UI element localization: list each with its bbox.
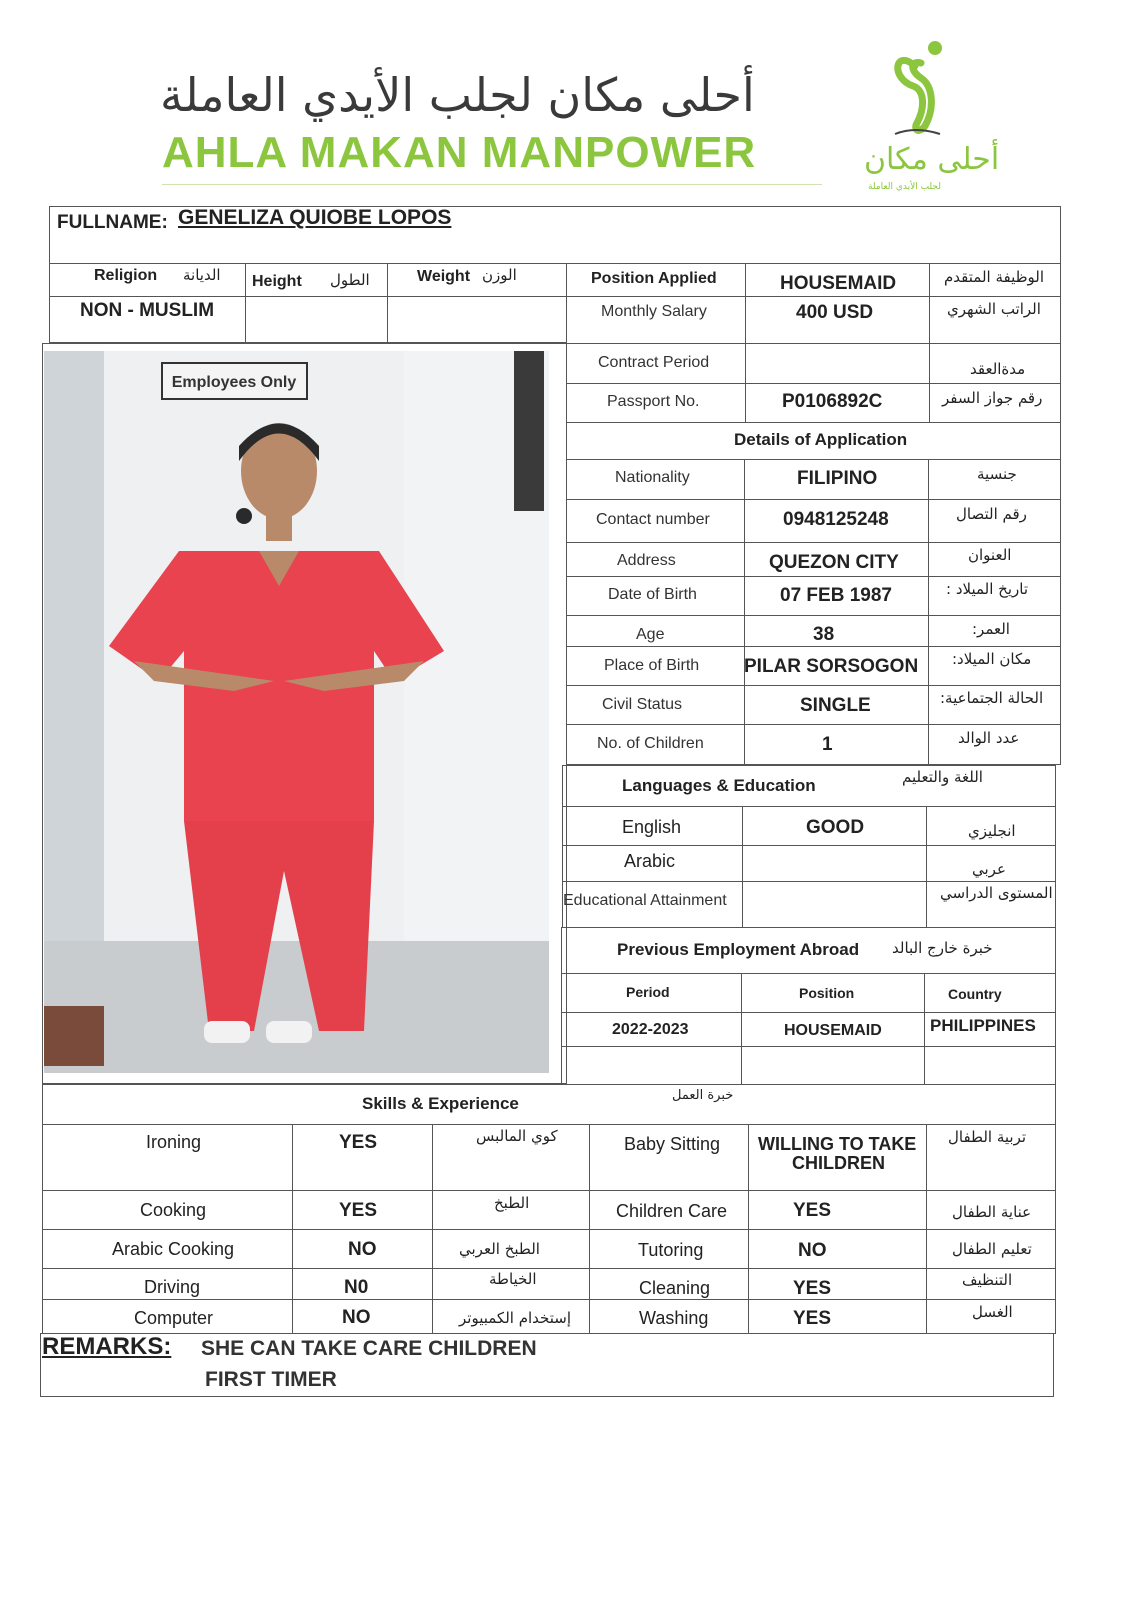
applicant-photo-drawing — [44, 351, 549, 1073]
education-label: Educational Attainment — [563, 892, 727, 909]
skill-washing-label: Washing — [639, 1308, 709, 1328]
contact-value: 0948125248 — [783, 509, 889, 530]
dob-value: 07 FEB 1987 — [780, 585, 892, 606]
skill-arabic-cooking-value: NO — [348, 1239, 377, 1260]
monthly-salary-value: 400 USD — [796, 302, 874, 323]
monthly-salary-ar: الراتب الشهري — [947, 300, 1041, 318]
religion-value: NON - MUSLIM — [80, 300, 215, 321]
arabic-label: Arabic — [624, 851, 676, 871]
skill-ironing-value: YES — [339, 1132, 378, 1153]
skills-heading-ar: خبرة العمل — [672, 1088, 734, 1103]
skill-children-care-value: YES — [793, 1200, 832, 1221]
skill-cleaning-value: YES — [793, 1278, 832, 1299]
passport-label: Passport No. — [607, 393, 700, 410]
address-value: QUEZON CITY — [769, 552, 899, 573]
children-label: No. of Children — [597, 735, 704, 752]
skill-baby-sitting-label: Baby Sitting — [624, 1134, 721, 1154]
employment-header-country: Country — [948, 986, 1002, 1002]
nationality-value: FILIPINO — [797, 468, 878, 489]
skill-washing-value: YES — [793, 1308, 832, 1329]
fullname-value: GENELIZA QUIOBE LOPOS — [178, 206, 452, 229]
skill-driving-value: N0 — [344, 1277, 369, 1298]
skill-arabic-cooking-label: Arabic Cooking — [112, 1239, 235, 1259]
civil-status-ar: الحالة الجتماعية: — [940, 689, 1044, 707]
grid-line — [42, 1190, 1056, 1191]
skill-tutoring-label: Tutoring — [638, 1240, 704, 1260]
grid-line — [566, 646, 1061, 647]
age-value: 38 — [813, 624, 835, 645]
dob-label: Date of Birth — [608, 586, 697, 603]
civil-status-value: SINGLE — [800, 695, 871, 716]
grid-line — [566, 296, 1061, 297]
skill-computer-label: Computer — [134, 1308, 214, 1328]
children-value: 1 — [822, 734, 833, 755]
contract-period-label: Contract Period — [598, 354, 710, 371]
skill-cooking-ar: الطبخ — [494, 1194, 530, 1212]
grid-line — [924, 973, 925, 1085]
grid-line — [566, 499, 1061, 500]
grid-line — [566, 542, 1061, 543]
languages-heading: Languages & Education — [622, 776, 816, 795]
grid-line — [42, 1268, 1056, 1269]
grid-line — [42, 1299, 1056, 1300]
employment-position-value: HOUSEMAID — [784, 1022, 882, 1039]
company-name-english: AHLA MAKAN MANPOWER — [162, 128, 757, 177]
monthly-salary-label: Monthly Salary — [601, 303, 707, 320]
languages-heading-ar: اللغة والتعليم — [902, 768, 983, 786]
skill-driving-label: Driving — [144, 1277, 201, 1297]
position-applied-ar: الوظيفة المتقدم — [944, 268, 1045, 286]
religion-label: Religion — [94, 267, 158, 284]
grid-line — [562, 881, 1056, 882]
employment-country-value: PHILIPPINES — [930, 1016, 1036, 1035]
skill-children-care-ar: عناية الطفال — [952, 1203, 1032, 1221]
grid-line — [566, 615, 1061, 616]
skill-baby-sitting-ar: تربية الطفال — [948, 1128, 1027, 1146]
weight-label-ar: الوزن — [482, 266, 517, 284]
top-row-divider — [49, 296, 567, 297]
details-of-application-heading: Details of Application — [734, 430, 908, 449]
skill-washing-ar: الغسل — [972, 1303, 1013, 1321]
employees-only-sign: Employees Only — [171, 374, 297, 391]
employment-period-value: 2022-2023 — [612, 1021, 689, 1038]
logo-arabic-subtext: لجلب الأيدي العاملة — [868, 182, 941, 192]
position-applied-value: HOUSEMAID — [780, 273, 897, 294]
header-divider — [162, 184, 822, 185]
skill-computer-value: NO — [342, 1307, 371, 1328]
skill-tutoring-value: NO — [798, 1240, 827, 1261]
grid-line — [566, 576, 1061, 577]
grid-line — [566, 383, 1061, 384]
english-value: GOOD — [806, 817, 865, 838]
place-of-birth-value: PILAR SORSOGON — [744, 656, 919, 677]
skill-cleaning-ar: التنظيف — [962, 1271, 1013, 1289]
employment-header-position: Position — [799, 985, 855, 1001]
skill-children-care-label: Children Care — [616, 1201, 728, 1221]
english-label: English — [622, 817, 682, 837]
height-label-ar: الطول — [330, 271, 370, 289]
dob-ar: تاريخ الميلاد : — [946, 580, 1029, 598]
address-ar: العنوان — [968, 546, 1012, 564]
weight-label: Weight — [417, 268, 471, 285]
skill-cooking-label: Cooking — [140, 1200, 207, 1220]
contact-label: Contact number — [596, 511, 710, 528]
remarks-line-1: SHE CAN TAKE CARE CHILDREN — [201, 1337, 537, 1360]
nationality-ar: جنسية — [977, 465, 1017, 483]
previous-employment-ar: خبرة خارج البالد — [892, 939, 993, 957]
age-ar: العمر: — [972, 620, 1010, 638]
contact-ar: رقم التصال — [956, 505, 1027, 523]
skill-tutoring-ar: تعليم الطفال — [952, 1240, 1032, 1258]
skill-computer-ar: إستخدام الكمبيوتر — [459, 1309, 571, 1327]
skills-heading: Skills & Experience — [362, 1094, 519, 1113]
weight-cell — [387, 263, 567, 343]
address-label: Address — [617, 552, 676, 569]
skill-baby-sitting-value-line2: CHILDREN — [792, 1153, 885, 1173]
height-label: Height — [252, 273, 302, 290]
grid-line — [926, 806, 927, 928]
skill-cooking-value: YES — [339, 1200, 378, 1221]
place-of-birth-ar: مكان الميلاد: — [952, 650, 1032, 668]
passport-value: P0106892C — [782, 391, 883, 412]
english-ar: انجليزي — [968, 822, 1016, 840]
grid-line — [562, 845, 1056, 846]
remarks-line-2: FIRST TIMER — [205, 1368, 337, 1391]
grid-line — [742, 806, 743, 928]
previous-employment-heading: Previous Employment Abroad — [617, 940, 860, 959]
skill-arabic-cooking-ar: الطبخ العربي — [459, 1240, 540, 1258]
education-ar: المستوى الدراسي — [940, 884, 1053, 902]
grid-line — [566, 685, 1061, 686]
place-of-birth-label: Place of Birth — [604, 657, 700, 674]
applicant-photo — [44, 351, 549, 1073]
grid-line — [561, 1012, 1056, 1013]
contract-period-ar: مدةالعقد — [970, 360, 1026, 378]
skill-ironing-ar: كوي المالبس — [476, 1127, 558, 1145]
remarks-label: REMARKS: — [42, 1333, 172, 1360]
fullname-label: FULLNAME: — [57, 212, 168, 233]
employment-header-period: Period — [626, 984, 670, 1000]
children-ar: عدد الوالد — [958, 729, 1020, 747]
age-label: Age — [636, 626, 665, 643]
grid-line — [566, 724, 1061, 725]
civil-status-label: Civil Status — [602, 696, 683, 713]
grid-line — [928, 459, 929, 765]
grid-line — [741, 973, 742, 1085]
skill-ironing-label: Ironing — [146, 1132, 202, 1152]
skill-driving-ar: الخياطة — [489, 1270, 537, 1288]
grid-line — [561, 1046, 1056, 1047]
nationality-label: Nationality — [615, 469, 690, 486]
company-name-arabic: أحلى مكان لجلب الأيدي العاملة — [160, 68, 755, 122]
skills-header-cell — [42, 1084, 1056, 1125]
logo-arabic-text: أحلى مكان — [864, 142, 1000, 177]
grid-line — [566, 343, 1061, 344]
remarks-box — [40, 1333, 1054, 1397]
grid-line — [42, 1229, 1056, 1230]
religion-label-ar: الديانة — [183, 266, 221, 284]
position-applied-label: Position Applied — [591, 270, 717, 287]
arabic-ar: عربي — [972, 860, 1006, 878]
skill-cleaning-label: Cleaning — [639, 1278, 711, 1298]
passport-ar: رقم جواز السفر — [942, 389, 1043, 407]
grid-line — [744, 459, 745, 765]
skill-baby-sitting-value-line1: WILLING TO TAKE — [758, 1134, 917, 1154]
